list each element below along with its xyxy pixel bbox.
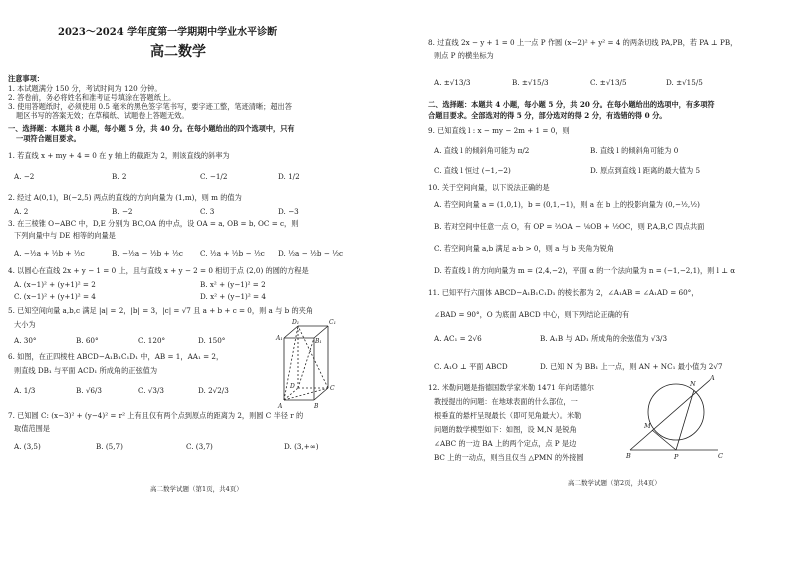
miller-label-n: N [690,380,696,388]
prism-label-d: D [290,383,295,390]
question-5: 5. 已知空间向量 a,b,c 满足 |a| = 2，|b| = 3，|c| = √7 且 a + b + c = 0，则 a 与 b 的夹角 [8,306,314,315]
page-footer: 高二数学试题（第1页，共4页） [150,485,243,493]
subject-title: 高二数学 [150,44,206,60]
page-footer: 高二数学试题（第2页，共4页） [568,479,661,487]
question-12-line: 问题的数学模型如下：如图，设 M,N 是锐角 [434,425,577,434]
q6-option-a[interactable]: A. 1/3 [14,386,36,395]
q4-option-c[interactable]: C. (x−1)² + (y+1)² = 4 [14,292,96,301]
q9-option-b[interactable]: B. 直线 l 的倾斜角可能为 0 [590,146,679,155]
question-3-cont: 下列向量中与 DE 相等的向量是 [14,231,116,240]
q5-option-a[interactable]: A. 30° [14,336,37,345]
q2-option-a[interactable]: A. 2 [14,207,29,216]
exam-page-2 [420,0,794,562]
q10-option-a[interactable]: A. 若空间向量 a = (1,0,1)，b = (0,1,−1)，则 a 在 b 上的投影向量为 (0,−½,½) [434,200,700,209]
q1-option-c[interactable]: C. −1/2 [200,172,228,181]
section-1-heading-cont: 一项符合题目要求。 [16,134,81,143]
prism-label-a: A [278,403,283,410]
miller-label-m: M [644,422,651,430]
q4-option-a[interactable]: A. (x−1)² + (y+1)² = 2 [14,280,96,289]
miller-label-p: P [674,453,679,461]
question-8: 8. 过直线 2x − y + 1 = 0 上一点 P 作圆 (x−2)² + y² = 4 的两条切线 PA,PB，若 PA ⊥ PB， [428,38,738,47]
q7-option-d[interactable]: D. (3,+∞) [284,442,319,451]
q3-option-b[interactable]: B. −½a − ½b + ½c [112,249,183,258]
section-1-heading: 一、选择题：本题共 8 小题，每小题 5 分，共 40 分。在每小题给出的四个选项中，只有 [8,124,295,133]
q7-option-a[interactable]: A. (3,5) [14,442,41,451]
question-7-cont: 取值范围是 [14,424,50,433]
notice-line: 题区书写的答案无效；在草稿纸、试题卷上答题无效。 [16,111,189,120]
q10-option-d[interactable]: D. 若直线 l 的方向向量为 m = (2,4,−2)，平面 α 的一个法向量为 n = (−1,−2,1)，则 l ⊥ α [434,266,736,275]
question-4: 4. 以圆心在直线 2x + y − 1 = 0 上，且与直线 x + y − 2 = 0 相切于点 (2,0) 的圆的方程是 [8,266,309,275]
q8-option-d[interactable]: D. ±√15/5 [666,78,703,87]
question-11-cont: ∠BAD = 90°，O 为底面 ABCD 中心，则下列结论正确的有 [434,310,630,319]
q1-option-d[interactable]: D. 1/2 [278,172,300,181]
miller-label-a: A [710,374,715,382]
q9-option-d[interactable]: D. 原点到直线 l 距离的最大值为 5 [590,166,701,175]
q5-option-c[interactable]: C. 120° [138,336,166,345]
prism-label-b: B [314,403,319,410]
question-11: 11. 已知平行六面体 ABCD−A₁B₁C₁D₁ 的棱长都为 2，∠A₁AB = ∠A₁AD = 60°， [428,288,699,297]
question-12: 12. 米勒问题是指德国数学家米勒 1471 年向诺德尔 [428,383,594,392]
q7-option-c[interactable]: C. (3,7) [186,442,213,451]
q3-option-c[interactable]: C. ½a + ½b − ½c [200,249,265,258]
notice-line: 3. 使用答题纸时，必须使用 0.5 毫米的黑色签字笔书写，要字迹工整，笔迹清晰；超出答 [8,102,292,111]
question-2: 2. 经过 A(0,1)，B(−2,5) 两点的直线的方向向量为 (1,m)，则 m 的值为 [8,193,242,202]
q2-option-b[interactable]: B. −2 [112,207,133,216]
notice-line: 2. 答卷前，务必将姓名和准考证号填涂在答题纸上。 [8,93,176,102]
prism-figure [276,318,356,413]
prism-label-b1: B₁ [315,338,322,345]
question-12-line: BC 上的一动点，则当且仅当 △PMN 的外接圆 [434,453,584,462]
question-10: 10. 关于空间向量，以下说法正确的是 [428,183,550,192]
prism-label-c: C [330,385,335,392]
q11-option-c[interactable]: C. A₁O ⊥ 平面 ABCD [434,362,508,371]
miller-label-c: C [718,452,723,460]
question-3: 3. 在三棱锥 O−ABC 中，D,E 分别为 BC,OA 的中点，设 OA = a, OB = b, OC = c，则 [8,219,299,228]
q9-option-c[interactable]: C. 直线 l 恒过 (−1,−2) [434,166,511,175]
section-2-heading: 二、选择题：本题共 4 小题，每小题 5 分，共 20 分。在每小题给出的选项中，有多项符 [428,100,715,109]
section-2-heading-cont: 合题目要求。全部选对的得 5 分，部分选对的得 2 分，有选错的得 0 分。 [428,111,667,120]
q11-option-d[interactable]: D. 已知 N 为 BB₁ 上一点，则 AN + NC₁ 最小值为 2√7 [540,362,723,371]
question-9: 9. 已知直线 l : x − my − 2m + 1 = 0，则 [428,126,570,135]
q10-option-b[interactable]: B. 若对空间中任意一点 O，有 OP = ⅔OA − ⅙OB + ½OC，则 P,A,B,C 四点共面 [434,222,705,231]
question-12-line: ∠ABC 的一边 BA 上的两个定点，点 P 是边 [434,439,577,448]
prism-label-a1: A₁ [276,335,283,342]
miller-label-b: B [626,452,631,460]
prism-label-c1: C₁ [329,319,336,326]
q10-option-c[interactable]: C. 若空间向量 a,b 满足 a·b > 0，则 a 与 b 夹角为锐角 [434,244,615,253]
notice-line: 1. 本试题满分 150 分，考试时间为 120 分钟。 [8,84,162,93]
q6-option-b[interactable]: B. √6/3 [76,386,102,395]
exam-header-title: 2023～2024 学年度第一学期期中学业水平诊断 [58,27,278,38]
q8-option-c[interactable]: C. ±√13/5 [590,78,627,87]
q6-option-d[interactable]: D. 2√2/3 [198,386,229,395]
q7-option-b[interactable]: B. (5,7) [96,442,123,451]
q11-option-a[interactable]: A. AC₁ = 2√6 [434,334,482,343]
q8-option-b[interactable]: B. ±√15/3 [512,78,549,87]
q2-option-d[interactable]: D. −3 [278,207,299,216]
q5-option-d[interactable]: D. 150° [198,336,226,345]
question-1: 1. 若直线 x + my + 4 = 0 在 y 轴上的截距为 2，则该直线的斜率为 [8,151,230,160]
q1-option-a[interactable]: A. −2 [14,172,35,181]
q1-option-b[interactable]: B. 2 [112,172,127,181]
q5-option-b[interactable]: B. 60° [76,336,99,345]
q11-option-b[interactable]: B. A₁B 与 AD₁ 所成角的余弦值为 √3/3 [540,334,668,343]
q2-option-c[interactable]: C. 3 [200,207,215,216]
q3-option-a[interactable]: A. −½a + ½b + ½c [14,249,85,258]
q3-option-d[interactable]: D. ½a − ½b − ½c [278,249,344,258]
miller-figure [626,372,726,462]
q4-option-d[interactable]: D. x² + (y−1)² = 4 [200,292,266,301]
question-12-line: 根垂直的悬杆呈现最长（即可见角最大）。米勒 [434,411,582,420]
q4-option-b[interactable]: B. x² + (y−1)² = 2 [200,280,266,289]
notice-title: 注意事项： [8,74,44,83]
q6-option-c[interactable]: C. √3/3 [138,386,164,395]
question-8-cont: 则点 P 的横坐标为 [434,51,494,60]
prism-label-d1: D₁ [292,319,300,326]
question-6-cont: 则直线 DB₁ 与平面 ACD₁ 所成角的正弦值为 [14,366,158,375]
q8-option-a[interactable]: A. ±√13/3 [434,78,471,87]
question-6: 6. 如图，在正四棱柱 ABCD−A₁B₁C₁D₁ 中，AB = 1，AA₁ = 2， [8,352,224,361]
q9-option-a[interactable]: A. 直线 l 的倾斜角可能为 π/2 [434,146,530,155]
question-7: 7. 已知圆 C: (x−3)² + (y−4)² = r² 上有且仅有两个点到原点的距离为 2，则圆 C 半径 r 的 [8,411,304,420]
question-12-line: 教授提出的问题：在地球表面的什么部位，一 [434,397,578,406]
question-5-cont: 大小为 [14,320,36,329]
